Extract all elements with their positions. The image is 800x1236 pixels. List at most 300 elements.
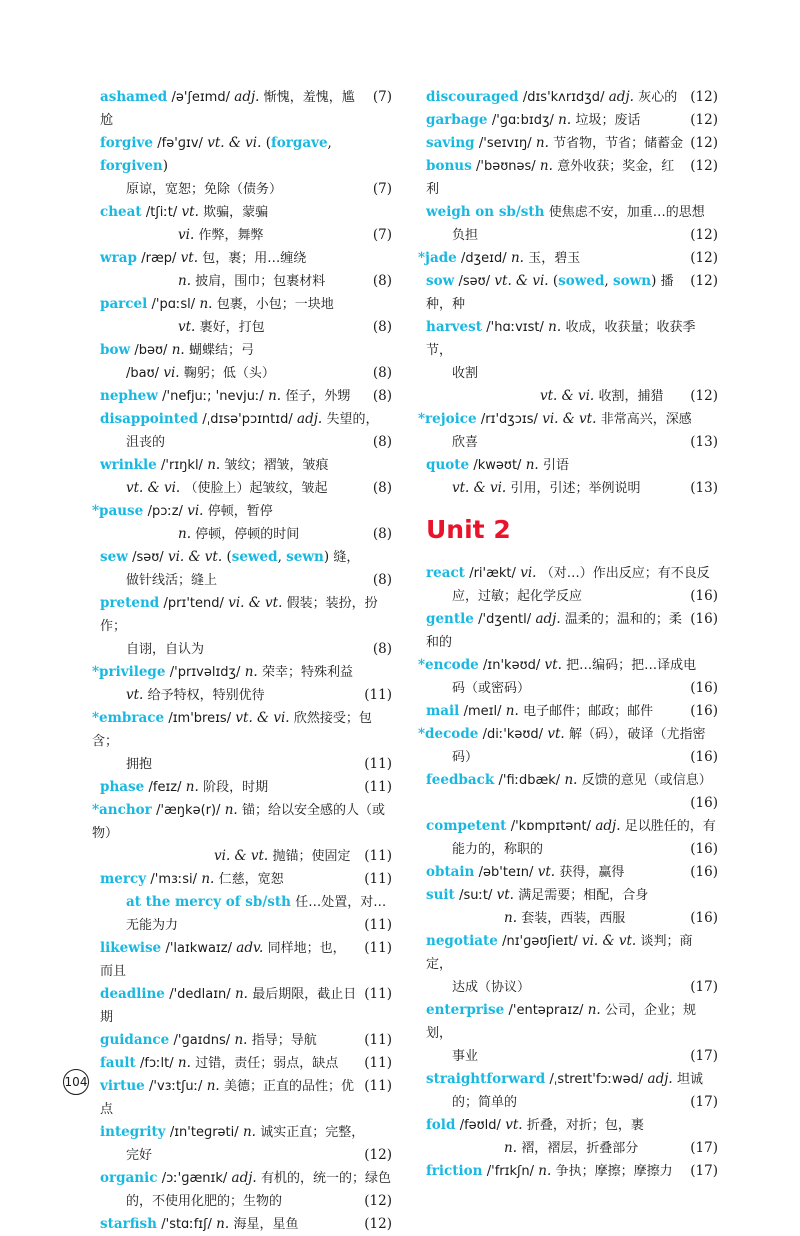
page-reference: (17): [690, 979, 718, 995]
entry-line: [100, 132, 392, 178]
part-of-speech: n.: [244, 664, 258, 680]
headword: at the mercy of sb/sth: [126, 894, 291, 910]
definition: 灰心的: [638, 90, 678, 105]
entry-line: [426, 454, 718, 477]
entry-line: [100, 316, 392, 339]
vocab-entry: [100, 132, 392, 201]
phonetic: /'æŋkə(r)/: [156, 803, 221, 818]
entry-line: [426, 930, 718, 976]
page-reference: (8): [372, 365, 392, 381]
definition: 有机的，统一的；绿色: [261, 1171, 392, 1186]
definition: 码（或密码）: [452, 681, 531, 696]
part-of-speech: vt.: [547, 726, 565, 742]
definition: 收割: [452, 366, 479, 381]
definition: 裹好，打包: [199, 320, 265, 335]
definition: （对…）作出反应；有不良反: [540, 566, 710, 581]
entry-line: [426, 677, 718, 700]
definition: 谈判；商定，: [426, 934, 693, 972]
phonetic: /'kɒmpɪtənt/: [510, 819, 592, 834]
definition: 欣然接受；包含；: [92, 711, 372, 749]
part-of-speech: n.: [177, 1055, 191, 1071]
entry-line: [100, 201, 392, 224]
definition: 褶，褶层，折叠部分: [521, 1141, 639, 1156]
headword: weigh on sb/sth: [426, 204, 545, 220]
phonetic: /suːt/: [459, 888, 493, 903]
vocab-entry: [426, 608, 718, 654]
phonetic: /ɪm'breɪs/: [168, 711, 232, 726]
part-of-speech: n.: [224, 802, 238, 818]
headword: bonus: [426, 158, 472, 174]
page-reference: (11): [364, 687, 392, 703]
entry-line: [100, 293, 392, 316]
phonetic: /dʒeɪd/: [461, 251, 507, 266]
headword: suit: [426, 887, 455, 903]
definition: 使焦虑不安，加重…的思想: [548, 205, 705, 220]
part-of-speech: vt.: [180, 250, 198, 266]
vocab-entry: [100, 408, 392, 454]
page-reference: (13): [690, 480, 718, 496]
part-of-speech: adj.: [647, 1071, 673, 1087]
part-of-speech: vt.: [181, 204, 199, 220]
vocab-entry: [100, 868, 392, 891]
phonetic: /fə'ɡɪv/: [157, 136, 203, 151]
definition: 过错，责任；弱点，缺点: [195, 1056, 339, 1071]
phonetic: /nɪ'ɡəʊʃieɪt/: [502, 934, 578, 949]
page-reference: (16): [690, 910, 718, 926]
entry-line: [426, 1114, 718, 1137]
part-of-speech: n.: [234, 986, 248, 1002]
vocab-entry: [92, 500, 392, 546]
entry-line: [100, 1190, 392, 1213]
entry-line: [100, 224, 392, 247]
entry-line: [100, 1167, 392, 1190]
definition: 原谅，宽恕；免除（债务）: [126, 182, 283, 197]
vocab-entry: [100, 454, 392, 500]
definition: 美德；正直的品性；优点: [100, 1079, 355, 1117]
vocab-entry: [100, 385, 392, 408]
vocab-entry: [418, 723, 718, 769]
definition: 非常高兴，深感: [600, 412, 692, 427]
headword: gentle: [426, 611, 474, 627]
vocab-entry: [100, 1075, 392, 1121]
page-number: 104: [63, 1069, 89, 1095]
right-column: [418, 86, 718, 1183]
part-of-speech: n.: [185, 779, 199, 795]
definition: 自诩，自认为: [126, 642, 205, 657]
right-column-top: [418, 86, 718, 500]
headword: straightforward: [426, 1071, 546, 1087]
entry-line: [100, 845, 392, 868]
vocab-entry: [418, 408, 718, 454]
vocab-entry: [100, 776, 392, 799]
entry-line: [100, 247, 392, 270]
definition: 码）: [452, 750, 479, 765]
definition: （使脸上）起皱纹，皱起: [184, 481, 328, 496]
definition: 播种，种: [426, 274, 674, 312]
page-reference: (11): [364, 940, 392, 956]
entry-line: [426, 224, 718, 247]
part-of-speech: n.: [206, 1078, 220, 1094]
headword: negotiate: [426, 933, 498, 949]
definition: 拥抱: [126, 757, 153, 772]
page-reference: (8): [372, 273, 392, 289]
entry-line: [426, 155, 718, 201]
page-reference: (12): [364, 1216, 392, 1232]
page-reference: (16): [690, 611, 718, 627]
page-reference: (11): [364, 756, 392, 772]
definition: 锚；给以安全感的人（或物）: [92, 803, 386, 841]
definition: 同样地；也，而且: [100, 941, 346, 979]
part-of-speech: vt. & vi.: [452, 480, 507, 496]
entry-line: [426, 385, 718, 408]
definition: 把…编码；把…译成电: [566, 658, 697, 673]
definition: 最后期限，截止日期: [100, 987, 357, 1025]
headword: feedback: [426, 772, 495, 788]
page-reference: (11): [364, 848, 392, 864]
part-of-speech: vi.: [187, 503, 204, 519]
entry-line: [100, 477, 392, 500]
headword: obtain: [426, 864, 475, 880]
page-reference: (8): [372, 572, 392, 588]
page-reference: (16): [690, 864, 718, 880]
headword: *embrace: [92, 710, 165, 726]
part-of-speech: vt.: [126, 687, 144, 703]
definition: 仁慈，宽恕: [218, 872, 284, 887]
entry-line: [100, 569, 392, 592]
vocab-entry: [100, 937, 392, 983]
vocab-entry: [426, 562, 718, 608]
part-of-speech: vi. & vt.: [228, 595, 283, 611]
phonetic: /'mɜːsi/: [150, 872, 198, 887]
part-of-speech: vt. & vi.: [126, 480, 181, 496]
phonetic: /əb'teɪn/: [478, 865, 534, 880]
phonetic: /səʊ/: [458, 274, 491, 289]
part-of-speech: vt. & vi.: [494, 273, 549, 289]
entry-line: [100, 1029, 392, 1052]
phonetic: /'ɡaɪdns/: [173, 1033, 231, 1048]
page-reference: (7): [372, 89, 392, 105]
vocab-entry: [100, 86, 392, 132]
vocab-entry: [426, 155, 718, 201]
phonetic: /'vɜːtʃuː/: [149, 1079, 203, 1094]
part-of-speech: vt. & vi.: [207, 135, 262, 151]
phonetic: /'ɡɑːbɪdʒ/: [491, 113, 554, 128]
verb-form: sewn: [286, 549, 324, 565]
entry-line: [100, 592, 392, 638]
part-of-speech: n.: [564, 772, 578, 788]
headword: discouraged: [426, 89, 519, 105]
phonetic: /fəʊld/: [459, 1118, 501, 1133]
entry-line: [426, 86, 718, 109]
part-of-speech: n.: [539, 158, 553, 174]
vocab-entry: [418, 247, 718, 270]
vocab-entry: [100, 339, 392, 385]
phonetic: /'fiːdbæk/: [498, 773, 561, 788]
page-reference: (16): [690, 795, 718, 811]
part-of-speech: n.: [178, 273, 191, 289]
part-of-speech: vt.: [178, 319, 196, 335]
headword: sew: [100, 549, 128, 565]
vocab-entry: [426, 700, 718, 723]
page-reference: (16): [690, 703, 718, 719]
headword: phase: [100, 779, 145, 795]
definition: 能力的，称职的: [452, 842, 544, 857]
entry-line: [100, 638, 392, 661]
entry-line: [100, 270, 392, 293]
phonetic: /'frɪkʃn/: [486, 1164, 534, 1179]
page-reference: (16): [690, 749, 718, 765]
vocab-entry: [100, 983, 392, 1029]
headword: sow: [426, 273, 455, 289]
definition: 蝴蝶结；弓: [189, 343, 255, 358]
part-of-speech: adj.: [608, 89, 634, 105]
part-of-speech: vt.: [505, 1117, 523, 1133]
part-of-speech: adj.: [234, 89, 260, 105]
entry-line: [92, 661, 392, 684]
part-of-speech: n.: [510, 250, 524, 266]
definition: 惭愧，羞愧，尴尬: [100, 90, 355, 128]
part-of-speech: n.: [505, 703, 519, 719]
part-of-speech: n.: [199, 296, 213, 312]
part-of-speech: n.: [178, 526, 191, 542]
definition: 披肩，围巾；包裹材料: [195, 274, 326, 289]
entry-line: [100, 914, 392, 937]
part-of-speech: adj.: [297, 411, 323, 427]
page-reference: (7): [372, 181, 392, 197]
entry-line: [100, 385, 392, 408]
definition: 收成，收获量；收获季节，: [426, 320, 696, 358]
vocab-entry: [92, 661, 392, 707]
headword: integrity: [100, 1124, 166, 1140]
headword: mercy: [100, 871, 147, 887]
entry-line: [426, 431, 718, 454]
entry-line: [100, 684, 392, 707]
headword: starfish: [100, 1216, 157, 1232]
phonetic: /'prɪvəlɪdʒ/: [169, 665, 241, 680]
phonetic: /'laɪkwaɪz/: [165, 941, 232, 956]
definition: 电子邮件；邮政；邮件: [523, 704, 654, 719]
vocab-entry: [100, 891, 392, 937]
vocab-entry: [100, 1029, 392, 1052]
phonetic: /pɔːz/: [147, 504, 183, 519]
entry-line: [426, 1068, 718, 1091]
headword: *anchor: [92, 802, 152, 818]
entry-line: [426, 838, 718, 861]
entry-line: [100, 891, 392, 914]
definition: 沮丧的: [126, 435, 166, 450]
entry-line: [418, 408, 718, 431]
definition: 鞠躬；低（头）: [183, 366, 275, 381]
definition: 包裹，小包；一块地: [216, 297, 334, 312]
vocab-entry: [426, 999, 718, 1068]
page-reference: (12): [690, 135, 718, 151]
verb-form: forgave: [270, 135, 328, 151]
entry-line: [100, 753, 392, 776]
entry-line: [426, 562, 718, 585]
phonetic: /ɪn'teɡrəti/: [169, 1125, 239, 1140]
verb-forms: (forgave, forgiven): [100, 135, 332, 174]
entry-line: [100, 1213, 392, 1236]
entry-line: [426, 1160, 718, 1183]
entry-line: [426, 769, 718, 792]
entry-line: [100, 523, 392, 546]
definition: 欺骗，蒙骗: [203, 205, 269, 220]
entry-line: [418, 654, 718, 677]
phonetic: /'nefjuː; 'nevjuː/: [162, 389, 264, 404]
page-reference: (17): [690, 1140, 718, 1156]
headword: friction: [426, 1163, 483, 1179]
definition: 意外收获；奖金，红利: [426, 159, 675, 197]
page-reference: (11): [364, 1078, 392, 1094]
entry-line: [418, 723, 718, 746]
entry-line: [426, 132, 718, 155]
part-of-speech: n.: [504, 910, 517, 926]
vocab-entry: [426, 861, 718, 884]
headword: parcel: [100, 296, 148, 312]
part-of-speech: n.: [268, 388, 282, 404]
phonetic: /kwəʊt/: [473, 458, 522, 473]
verb-forms: (sowed, sown): [552, 273, 657, 289]
entry-line: [426, 976, 718, 999]
part-of-speech: vi.: [163, 365, 180, 381]
vocab-entry: [100, 1167, 392, 1213]
part-of-speech: adj.: [535, 611, 561, 627]
page-reference: (12): [690, 250, 718, 266]
definition: 达成（协议）: [452, 980, 531, 995]
phonetic: /ə'ʃeɪmd/: [171, 90, 230, 105]
vocab-entry: [100, 1213, 392, 1236]
headword: organic: [100, 1170, 158, 1186]
part-of-speech: n.: [587, 1002, 601, 1018]
phonetic: /'pɑːsl/: [151, 297, 196, 312]
entry-line: [426, 362, 718, 385]
entry-line: [100, 937, 392, 983]
definition: 侄子，外甥: [285, 389, 351, 404]
headword: *decode: [418, 726, 479, 742]
headword: fold: [426, 1117, 456, 1133]
page-reference: (11): [364, 1032, 392, 1048]
entry-line: [100, 983, 392, 1029]
page-reference: (17): [690, 1048, 718, 1064]
entry-line: [426, 907, 718, 930]
phonetic: /bəʊ/: [134, 343, 168, 358]
page-reference: (16): [690, 588, 718, 604]
definition: 解（码），破译（尤指密: [568, 727, 706, 742]
page-reference: (8): [372, 388, 392, 404]
headword: *jade: [418, 250, 457, 266]
part-of-speech: vi. & vt.: [167, 549, 223, 565]
entry-line: [100, 408, 392, 431]
part-of-speech: vi. & vt.: [542, 411, 597, 427]
part-of-speech: n.: [216, 1216, 230, 1232]
phonetic: /'entəpraɪz/: [508, 1003, 584, 1018]
phonetic: /'dʒentl/: [478, 612, 532, 627]
vocab-entry: [426, 270, 718, 316]
part-of-speech: n.: [535, 135, 549, 151]
page-reference: (8): [372, 434, 392, 450]
phonetic: /baʊ/: [126, 366, 160, 381]
phonetic: /fɔːlt/: [140, 1056, 174, 1071]
part-of-speech: vi.: [520, 565, 537, 581]
page-reference: (12): [364, 1147, 392, 1163]
headword: quote: [426, 457, 470, 473]
phonetic: /'hɑːvɪst/: [486, 320, 544, 335]
entry-line: [100, 1052, 392, 1075]
vocab-entry: [426, 769, 718, 815]
definition: 缝，: [333, 550, 360, 565]
entry-line: [426, 477, 718, 500]
entry-line: [426, 270, 718, 316]
phonetic: /ɔː'ɡænɪk/: [161, 1171, 228, 1186]
part-of-speech: adv.: [236, 940, 264, 956]
definition: 完好: [126, 1148, 153, 1163]
phonetic: /tʃiːt/: [145, 205, 178, 220]
entry-line: [92, 500, 392, 523]
entry-line: [426, 608, 718, 654]
entry-line: [426, 316, 718, 362]
definition: 无能为力: [126, 918, 179, 933]
page-reference: (8): [372, 526, 392, 542]
entry-line: [426, 861, 718, 884]
headword: *privilege: [92, 664, 166, 680]
entry-line: [100, 178, 392, 201]
headword: *encode: [418, 657, 479, 673]
entry-line: [100, 868, 392, 891]
entry-line: [92, 707, 392, 753]
vocab-entry: [426, 316, 718, 408]
phonetic: /'dedlaɪn/: [169, 987, 231, 1002]
definition: 指导；导航: [251, 1033, 317, 1048]
phonetic: /ˌstreɪt'fɔːwəd/: [549, 1072, 644, 1087]
headword: enterprise: [426, 1002, 505, 1018]
page-reference: (12): [690, 273, 718, 289]
entry-line: [426, 109, 718, 132]
definition: 满足需要；相配，合身: [518, 888, 649, 903]
headword: bow: [100, 342, 131, 358]
page-reference: (11): [364, 986, 392, 1002]
part-of-speech: n.: [525, 457, 539, 473]
headword: *rejoice: [418, 411, 477, 427]
entry-line: [426, 1091, 718, 1114]
definition: 获得，赢得: [559, 865, 625, 880]
entry-line: [100, 1075, 392, 1121]
part-of-speech: n.: [171, 342, 185, 358]
phonetic: /rɪ'dʒɔɪs/: [480, 412, 538, 427]
entry-line: [100, 86, 392, 132]
vocab-entry: [426, 86, 718, 109]
definition: 荣幸；特殊利益: [262, 665, 354, 680]
definition: 任…处置，对…: [295, 895, 387, 910]
vocab-entry: [100, 546, 392, 592]
entry-line: [100, 1121, 392, 1144]
vocab-entry: [426, 454, 718, 500]
page-reference: (8): [372, 480, 392, 496]
definition: 海星，星鱼: [233, 1217, 299, 1232]
verb-form: sown: [613, 273, 652, 289]
vocab-entry: [100, 293, 392, 339]
headword: likewise: [100, 940, 162, 956]
page-reference: (8): [372, 641, 392, 657]
page-reference: (17): [690, 1163, 718, 1179]
definition: 皱纹；褶皱，皱痕: [224, 458, 329, 473]
page-reference: (16): [690, 680, 718, 696]
vocab-entry: [426, 1160, 718, 1183]
phonetic: /'seɪvɪŋ/: [478, 136, 532, 151]
headword: guidance: [100, 1032, 170, 1048]
verb-forms: (sewed, sewn): [226, 549, 330, 565]
page-reference: (11): [364, 871, 392, 887]
entry-line: [426, 201, 718, 224]
